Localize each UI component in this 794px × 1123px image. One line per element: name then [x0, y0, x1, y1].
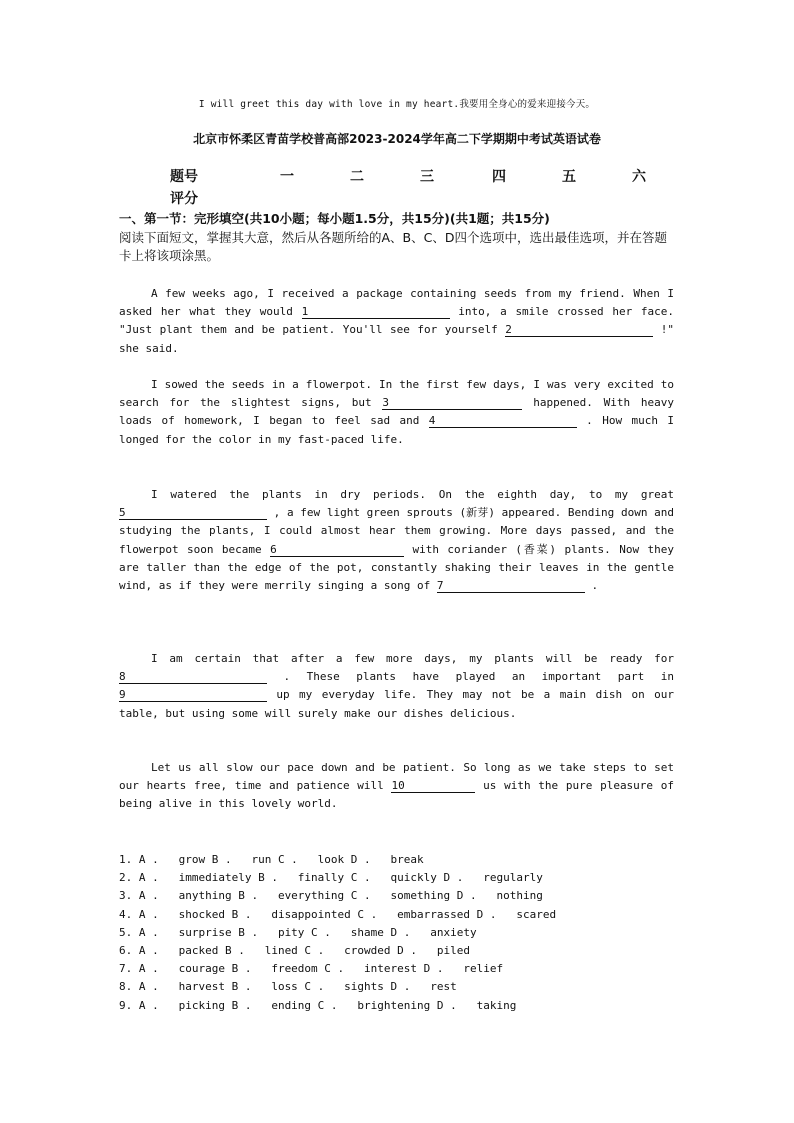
- blank-8[interactable]: 8: [119, 670, 267, 684]
- paragraph-text: up my everyday life. They may not be a main dish on our table, but using some will surely make our dishes delicious.: [119, 688, 674, 720]
- paragraph-text: !" she said.: [119, 323, 674, 355]
- instructions: 阅读下面短文，掌握其大意，然后从各题所给的A、B、C、D四个选项中，选出最佳选项，并在答题卡上将该项涂黑。: [119, 230, 667, 263]
- paragraph-text: .: [584, 579, 599, 593]
- option-row[interactable]: 8. A . harvest B . loss C . sights D . rest: [119, 980, 457, 994]
- motto-header: I will greet this day with love in my heart.我要用全身心的爱来迎接今天。: [198, 99, 596, 110]
- blank-6[interactable]: 6: [270, 543, 404, 557]
- score-column-4: 四: [492, 169, 506, 185]
- passage-paragraph-4: [119, 650, 674, 723]
- blank-4[interactable]: 4: [429, 414, 577, 428]
- passage-paragraph-1: [119, 285, 674, 358]
- paragraph-text: us with the pure pleasure of being alive in this lovely world.: [119, 779, 674, 811]
- score-label-question-number: 题号: [170, 169, 198, 185]
- passage-paragraph-3: [119, 486, 674, 595]
- option-row[interactable]: 9. A . picking B . ending C . brightening D . taking: [119, 998, 517, 1012]
- option-row[interactable]: 7. A . courage B . freedom C . interest D . relief: [119, 962, 504, 976]
- paragraph-text: with coriander (香菜) plants. Now they are taller than the edge of the pot, constantly shaking their leaves in the gentle wind, as if they were merrily singing a song of: [119, 542, 674, 593]
- option-row[interactable]: 1. A . grow B . run C . look D . break: [119, 853, 424, 866]
- score-column-2: 二: [350, 169, 364, 185]
- paragraph-text: . These plants have played an important part in: [267, 670, 674, 684]
- paragraph-text: I am certain that after a few more days, my plants will be ready for: [151, 652, 674, 665]
- passage-paragraph-5: [119, 759, 674, 814]
- paragraph-text: . How much I longed for the color in my fast-paced life.: [119, 414, 674, 446]
- blank-2[interactable]: 2: [505, 323, 653, 337]
- passage-paragraph-2: [119, 376, 674, 449]
- paragraph-text: happened. With heavy loads of homework, I began to feel sad and: [119, 396, 674, 428]
- blank-3[interactable]: 3: [382, 396, 522, 410]
- score-column-3: 三: [420, 169, 434, 185]
- section-header: 一、第一节：完形填空(共10小题；每小题1.5分，共15分)(共1题；共15分): [119, 211, 550, 226]
- paragraph-text: , a few light green sprouts (新芽) appeared. Bending down and studying the plants, I could almost hear them growing. More days passed, and the flowerpot soon became: [119, 506, 674, 556]
- blank-1[interactable]: 1: [302, 305, 450, 319]
- option-row[interactable]: 6. A . packed B . lined C . crowded D . piled: [119, 943, 470, 957]
- option-row[interactable]: 3. A . anything B . everything C . something D . nothing: [119, 889, 543, 903]
- option-row[interactable]: 4. A . shocked B . disappointed C . embarrassed D . scared: [119, 907, 557, 921]
- option-row[interactable]: 5. A . surprise B . pity C . shame D . anxiety: [119, 925, 477, 939]
- score-table-header: [170, 166, 650, 188]
- paragraph-text: I watered the plants in dry periods. On the eighth day, to my great: [151, 488, 674, 501]
- blank-9[interactable]: 9: [119, 688, 267, 702]
- blank-10[interactable]: 10: [391, 779, 475, 793]
- blank-5[interactable]: 5: [119, 506, 267, 520]
- paragraph-text: Let us all slow our pace down and be patient. So long as we take steps to set our hearts free, time and patience will: [119, 761, 674, 793]
- score-column-1: 一: [280, 169, 294, 185]
- score-column-5: 五: [562, 169, 576, 185]
- exam-title: 北京市怀柔区青苗学校普高部2023-2024学年高二下学期期中考试英语试卷: [193, 132, 601, 146]
- paragraph-text: I sowed the seeds in a flowerpot. In the first few days, I was very excited to search for the slightest signs, but: [119, 378, 674, 410]
- option-row[interactable]: 2. A . immediately B . finally C . quickly D . regularly: [119, 871, 543, 885]
- score-label-score: 评分: [170, 191, 198, 207]
- paragraph-text: into, a smile crossed her face. "Just plant them and be patient. You'll see for yourself: [119, 305, 675, 337]
- blank-7[interactable]: 7: [437, 579, 585, 593]
- paragraph-text: A few weeks ago, I received a package containing seeds from my friend. When I asked her what they would: [119, 287, 674, 319]
- answer-options: [119, 851, 679, 1015]
- score-column-6: 六: [632, 169, 646, 185]
